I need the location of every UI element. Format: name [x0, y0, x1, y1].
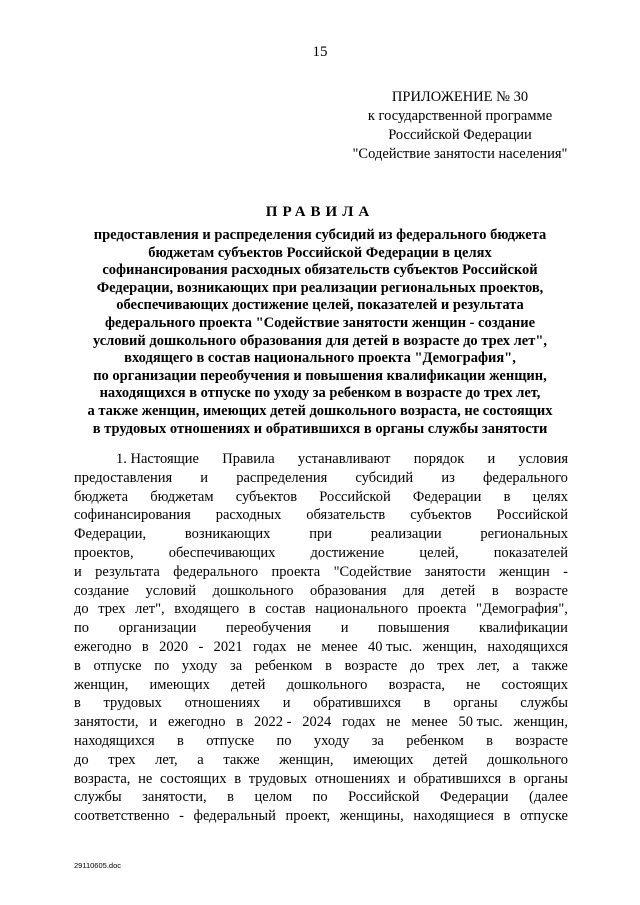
subtitle-line: а также женщин, имеющих детей дошкольного возраста, не состоящих	[87, 402, 553, 419]
body-word: достижение	[310, 544, 385, 561]
subtitle-line: в трудовых отношениях и обратившихся в органы службы занятости	[92, 420, 548, 437]
body-word: 1. Настоящие	[116, 451, 199, 467]
body-word: создание	[74, 582, 129, 599]
body-word: уходу	[313, 732, 350, 749]
body-word: находящихся	[74, 732, 155, 749]
body-word: бюджетам	[150, 488, 214, 505]
body-word: состоящих	[501, 676, 568, 693]
body-word: 50 тыс.	[458, 714, 503, 731]
body-word: (далее	[529, 789, 568, 806]
body-word: целом	[254, 789, 293, 806]
body-word: занятости,	[74, 714, 139, 731]
body-word: Российской	[348, 789, 420, 806]
body-word: возрасте	[515, 582, 568, 599]
body-word: возникающих	[184, 526, 271, 543]
body-word: Федерации,	[74, 526, 147, 543]
body-line	[74, 506, 568, 525]
body-line	[74, 694, 568, 713]
subtitle-line: федерального проекта "Содействие занятости женщин - создание	[104, 314, 536, 331]
body-word: и	[398, 770, 406, 787]
body-word: показателей	[493, 544, 568, 561]
body-word: трех	[98, 601, 126, 618]
document-title: ПРАВИЛА	[265, 204, 375, 220]
appendix-line: Российской Федерации	[388, 127, 532, 143]
appendix-line: "Содействие занятости населения"	[352, 146, 568, 162]
body-word: "Демография",	[476, 601, 568, 618]
body-word: трех	[108, 751, 136, 768]
body-word: субъектов	[235, 488, 298, 505]
body-word: детей	[231, 676, 266, 693]
body-word: детей	[440, 582, 476, 599]
subtitle-line: Федерации, возникающих при реализации региональных проектов,	[96, 279, 544, 296]
body-word: менее	[321, 638, 358, 655]
body-word: отпуске	[93, 657, 142, 674]
body-word: 2024	[302, 714, 332, 731]
body-word: входящего	[174, 601, 240, 618]
subtitle-line: условий дошкольного образования для детей в возрасте до трех лет",	[92, 332, 548, 349]
body-word: в	[503, 808, 511, 825]
footer-filename: 29110605.doc	[74, 861, 121, 870]
body-line	[74, 582, 568, 601]
body-word: не	[296, 638, 312, 655]
body-word: не	[138, 770, 153, 787]
subtitle-line: софинансирования расходных обязательств субъектов Российской	[102, 262, 538, 279]
body-word: устанавливают	[297, 451, 391, 467]
body-word: ежегодно	[167, 714, 226, 731]
body-word: трудовых	[248, 770, 308, 787]
body-word: расходных	[215, 507, 282, 524]
body-line	[74, 807, 568, 826]
body-word: занятости,	[142, 789, 207, 806]
body-line	[74, 751, 568, 770]
body-line	[74, 657, 568, 676]
body-word: в	[491, 582, 499, 599]
body-word: проект,	[285, 808, 331, 825]
body-word: -	[179, 808, 184, 825]
body-word: проекта	[417, 601, 467, 618]
body-word: -	[198, 638, 204, 655]
body-word: проектов,	[74, 544, 134, 561]
body-word: при	[309, 526, 332, 543]
body-word: лет",	[135, 601, 165, 618]
body-line	[74, 450, 568, 469]
body-word: состоящих	[160, 770, 227, 787]
subtitle-line: бюджетам субъектов Российской Федерации в целях	[148, 244, 492, 261]
body-word: женщин,	[422, 638, 477, 655]
body-word: и	[487, 451, 496, 467]
body-word: повышения	[378, 620, 450, 637]
body-word: отпуске	[519, 808, 568, 825]
body-word: не	[386, 714, 401, 731]
body-word: результата	[95, 563, 160, 580]
body-word: в	[74, 695, 81, 712]
body-word: в	[486, 732, 493, 749]
body-word: целях	[532, 488, 568, 505]
body-word: предоставления	[74, 469, 173, 486]
body-word: до	[74, 751, 89, 768]
body-word: Российской	[496, 507, 568, 524]
body-word: возраста,	[74, 770, 131, 787]
body-line	[74, 488, 568, 507]
body-word: в	[227, 789, 235, 806]
body-line	[74, 732, 568, 751]
body-word: 2020	[159, 638, 189, 655]
body-word: в	[503, 488, 511, 505]
body-line	[74, 525, 568, 544]
body-word: федеральный	[193, 808, 276, 825]
body-word: уходу	[181, 657, 218, 674]
body-word: ежегодно	[74, 638, 132, 655]
body-word: региональных	[480, 526, 568, 543]
body-word: реализации	[370, 526, 442, 543]
subtitle-line: входящего в состав национального проекта "Демография",	[124, 350, 516, 367]
body-word: федерального	[482, 469, 568, 486]
body-word: Федерации	[440, 789, 509, 806]
body-word: по	[74, 620, 90, 637]
body-word: менее	[411, 714, 448, 731]
body-word: годах	[342, 714, 376, 731]
body-word: переобучения	[226, 620, 312, 637]
body-word: Правила	[222, 451, 275, 467]
subtitle-line: обеспечивающих достижение целей, показателей и результата	[116, 297, 524, 314]
body-line	[74, 676, 568, 695]
body-line	[74, 638, 568, 657]
body-word: порядок	[413, 451, 465, 467]
subtitle-line: предоставления и распределения субсидий из федерального бюджета	[93, 227, 547, 243]
body-word: обратившихся	[413, 770, 502, 787]
body-word: национального	[315, 601, 409, 618]
body-word: также	[531, 657, 568, 674]
body-word: находящихся	[487, 638, 568, 655]
body-word: ребенком	[254, 657, 313, 674]
body-word: в	[423, 695, 431, 712]
body-word: не	[466, 676, 481, 693]
body-word: имеющих	[353, 751, 414, 768]
body-word: до	[74, 601, 89, 618]
body-word: целей,	[419, 544, 459, 561]
body-word: по	[154, 657, 170, 674]
body-word: службы	[74, 789, 122, 806]
body-word: в	[74, 657, 81, 674]
page-number: 15	[312, 44, 328, 60]
body-word: "Содействие	[333, 563, 412, 580]
body-word: Российской	[319, 488, 391, 505]
body-word: в	[141, 638, 149, 655]
body-word: обеспечивающих	[168, 544, 276, 561]
body-word: субсидий	[355, 469, 414, 486]
body-line	[74, 563, 568, 582]
body-word: лет,	[155, 751, 178, 768]
body-line	[74, 713, 568, 732]
body-line	[74, 788, 568, 807]
body-word: отношениях	[184, 695, 261, 712]
body-word: и	[282, 695, 291, 712]
body-word: в	[236, 714, 244, 731]
body-word: субъектов	[410, 507, 472, 524]
body-word: а	[512, 657, 519, 674]
body-word: 2022 -	[253, 714, 292, 731]
body-word: органы	[523, 770, 568, 787]
body-line	[74, 544, 568, 563]
body-word: имеющих	[149, 676, 210, 693]
body-word: обязательств	[306, 507, 386, 524]
body-word: 40 тыс.	[368, 638, 413, 655]
body-word: органы	[453, 695, 498, 712]
body-word: возраста,	[388, 676, 445, 693]
subtitle-line: находящихся в отпуске по уходу за ребенком в возрасте до трех лет,	[99, 385, 541, 402]
body-word: женщины,	[339, 808, 404, 825]
body-word: в	[508, 770, 516, 787]
body-word: проекта	[271, 563, 321, 580]
body-word: и	[200, 469, 209, 486]
body-word: квалификации	[478, 620, 568, 637]
body-word: женщин	[499, 563, 550, 580]
body-word: федерального	[173, 563, 259, 580]
body-word: обратившихся	[313, 695, 401, 712]
appendix-header	[310, 88, 610, 164]
body-word: и	[340, 620, 349, 637]
body-word: образования	[310, 582, 387, 599]
body-word: дошкольного	[487, 751, 568, 768]
body-word: также	[223, 751, 260, 768]
body-word: женщин,	[74, 676, 129, 693]
appendix-line: к государственной программе	[367, 108, 553, 124]
body-word: 2021	[213, 638, 243, 655]
body-word: дошкольного	[286, 676, 368, 693]
body-word: детей	[433, 751, 468, 768]
body-word: женщин,	[513, 714, 568, 731]
body-line	[74, 600, 568, 619]
body-word: организации	[118, 620, 197, 637]
body-word: дошкольного	[212, 582, 294, 599]
body-word: софинансирования	[74, 507, 191, 524]
body-word: службы	[520, 695, 568, 712]
body-word: отпуске	[206, 732, 255, 749]
body-word: в	[248, 601, 256, 618]
body-word: и	[149, 714, 158, 731]
body-word: условия	[518, 451, 568, 467]
body-paragraph	[74, 450, 568, 826]
body-word: соответственно	[74, 808, 170, 825]
body-word: годах	[253, 638, 287, 655]
body-word: трудовых	[103, 695, 162, 712]
body-word: для	[403, 582, 425, 599]
body-word: занятости	[424, 563, 486, 580]
body-word: а	[197, 751, 204, 768]
document-subtitle	[60, 227, 580, 438]
body-word: в	[234, 770, 242, 787]
body-word: находящиеся	[413, 808, 494, 825]
body-word: и	[74, 563, 82, 580]
body-word: отношениях	[314, 770, 391, 787]
body-word: женщин,	[279, 751, 334, 768]
body-word: трех	[437, 657, 465, 674]
body-word: состав	[265, 601, 306, 618]
body-line	[74, 770, 568, 789]
body-word: по	[312, 789, 328, 806]
body-word: возрасте	[515, 732, 568, 749]
body-word: -	[563, 563, 568, 580]
body-word: распределения	[236, 469, 328, 486]
body-word: за	[371, 732, 384, 749]
body-word: в	[325, 657, 332, 674]
body-word: ребенком	[406, 732, 464, 749]
body-word: условий	[145, 582, 197, 599]
body-line	[74, 619, 568, 638]
body-word: за	[230, 657, 243, 674]
body-word: из	[441, 469, 455, 486]
body-word: возрасте	[344, 657, 398, 674]
body-word: до	[409, 657, 425, 674]
body-word: в	[177, 732, 184, 749]
appendix-line: ПРИЛОЖЕНИЕ № 30	[391, 89, 529, 105]
body-line	[74, 469, 568, 488]
body-word: Федерации	[412, 488, 482, 505]
body-word: по	[276, 732, 292, 749]
body-word: бюджета	[74, 488, 129, 505]
body-word: лет,	[477, 657, 500, 674]
subtitle-line: по организации переобучения и повышения квалификации женщин,	[93, 367, 547, 384]
